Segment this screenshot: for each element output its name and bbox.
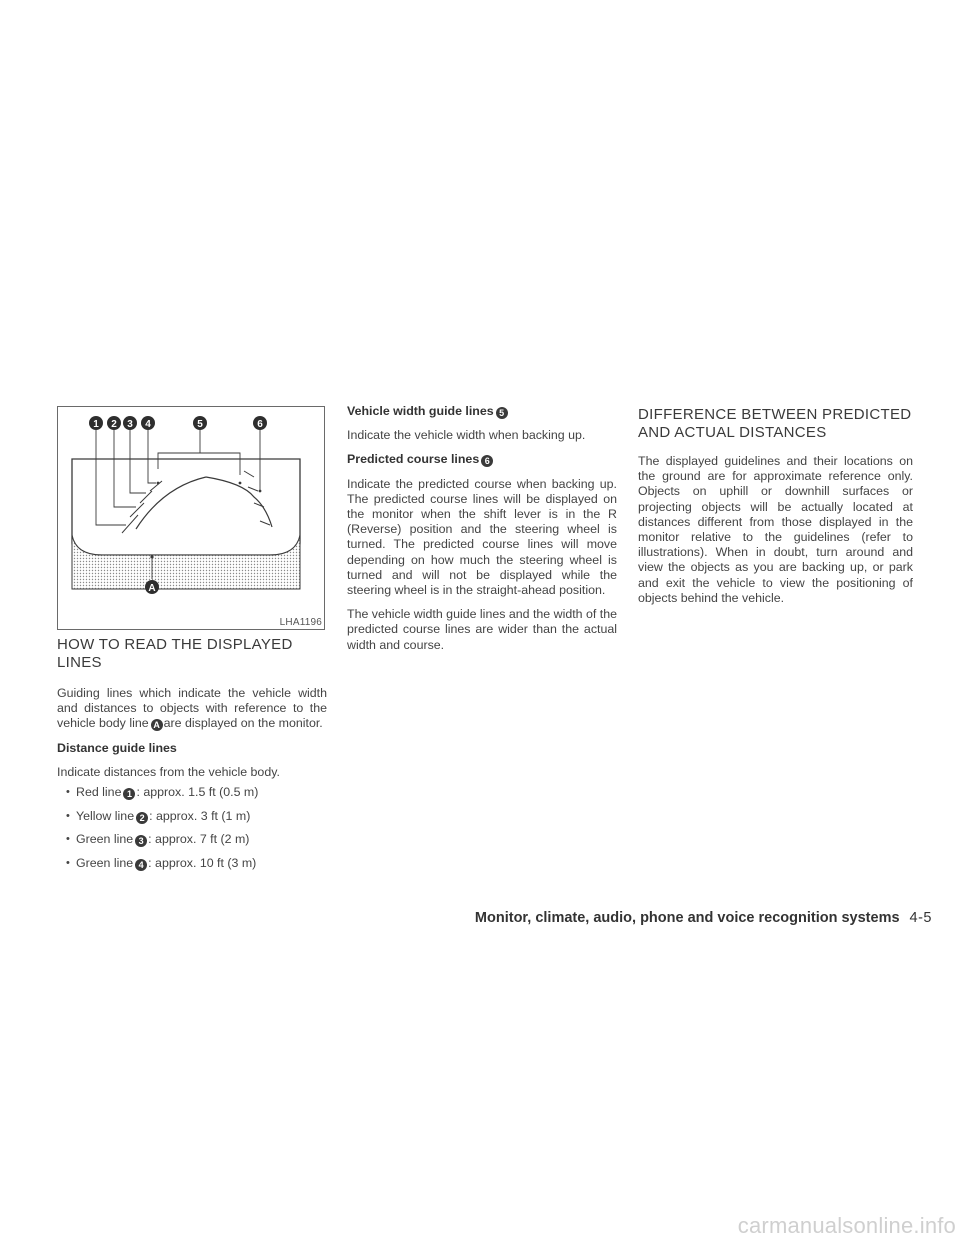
predicted-course-text: Indicate the predicted course when backing up. The predicted course lines will be displayed on the monitor when the shift lever is in the R (Reverse) position and the steering wheel is turned. The predicted course lines will move depending on how much the steering wheel is turned and will not be displayed while the steering wheel is in the straight-ahead position. (347, 476, 617, 598)
difference-text: The displayed guidelines and their locations on the ground are for approximate reference only. Objects on uphill or downhill surfaces or projecting objects will be actually located at distances different from those displayed in the monitor relative to the guidelines (refer to illustrations). When in doubt, turn around and view the objects as you are backing up, or park and exit the vehicle to view the positioning of objects behind the vehicle. (638, 454, 913, 605)
column-3 (638, 406, 913, 606)
watermark: carmanualsonline.info (737, 1213, 956, 1238)
monitor-illustration (57, 406, 325, 630)
svg-text:5: 5 (197, 419, 203, 430)
marker-a: A (151, 719, 163, 731)
callout-3 (123, 416, 137, 430)
footer-section: Monitor, climate, audio, phone and voice recognition systems (474, 910, 900, 926)
page-number: 4-5 (909, 910, 932, 926)
svg-text:2: 2 (111, 419, 117, 430)
page-footer (475, 910, 932, 926)
list-item: • Red line 1 : approx. 1.5 ft (0.5 m) (57, 785, 327, 800)
column-1 (57, 636, 327, 880)
svg-text:A: A (148, 583, 156, 594)
list-item: • Green line 3 : approx. 7 ft (2 m) (57, 832, 327, 847)
callout-1 (89, 416, 103, 430)
vehicle-body-area (72, 535, 300, 589)
svg-text:6: 6 (257, 419, 263, 430)
width-guide-text: Indicate the vehicle width when backing up. (347, 428, 586, 443)
callout-2 (107, 416, 121, 430)
callout-a (145, 580, 159, 594)
width-guide-heading: Vehicle width guide lines 5 (347, 404, 617, 419)
list-item: • Yellow line 2 : approx. 3 ft (1 m) (57, 809, 327, 824)
callout-4 (141, 416, 155, 430)
svg-text:4: 4 (145, 419, 151, 430)
column-2 (347, 404, 617, 653)
guide-lines-diagram (58, 407, 324, 629)
predicted-course-line-right (206, 477, 272, 527)
how-to-heading: HOW TO READ THE DISPLAYED LINES (57, 636, 293, 671)
callout-6 (253, 416, 267, 430)
difference-heading: DIFFERENCE BETWEEN PREDICTED AND ACTUAL DISTANCES (638, 406, 912, 441)
svg-text:1: 1 (93, 419, 99, 430)
figure-code: LHA1196 (279, 617, 322, 628)
distance-list (57, 785, 327, 871)
callout-5 (193, 416, 207, 430)
predicted-course-line-left (136, 477, 206, 529)
how-to-intro: Guiding lines which indicate the vehicle width and distances to objects with reference to the vehicle body line A are displayed on the monitor. (57, 686, 327, 731)
monitor-frame (72, 459, 300, 555)
distance-guide-heading: Distance guide lines (57, 740, 177, 755)
distance-guide-text: Indicate distances from the vehicle body. (57, 764, 280, 779)
predicted-course-note: The vehicle width guide lines and the width of the predicted course lines are wider than the actual width and course. (347, 607, 618, 652)
svg-text:3: 3 (127, 419, 133, 430)
predicted-course-heading: Predicted course lines 6 (347, 452, 617, 467)
list-item: • Green line 4 : approx. 10 ft (3 m) (57, 856, 327, 871)
